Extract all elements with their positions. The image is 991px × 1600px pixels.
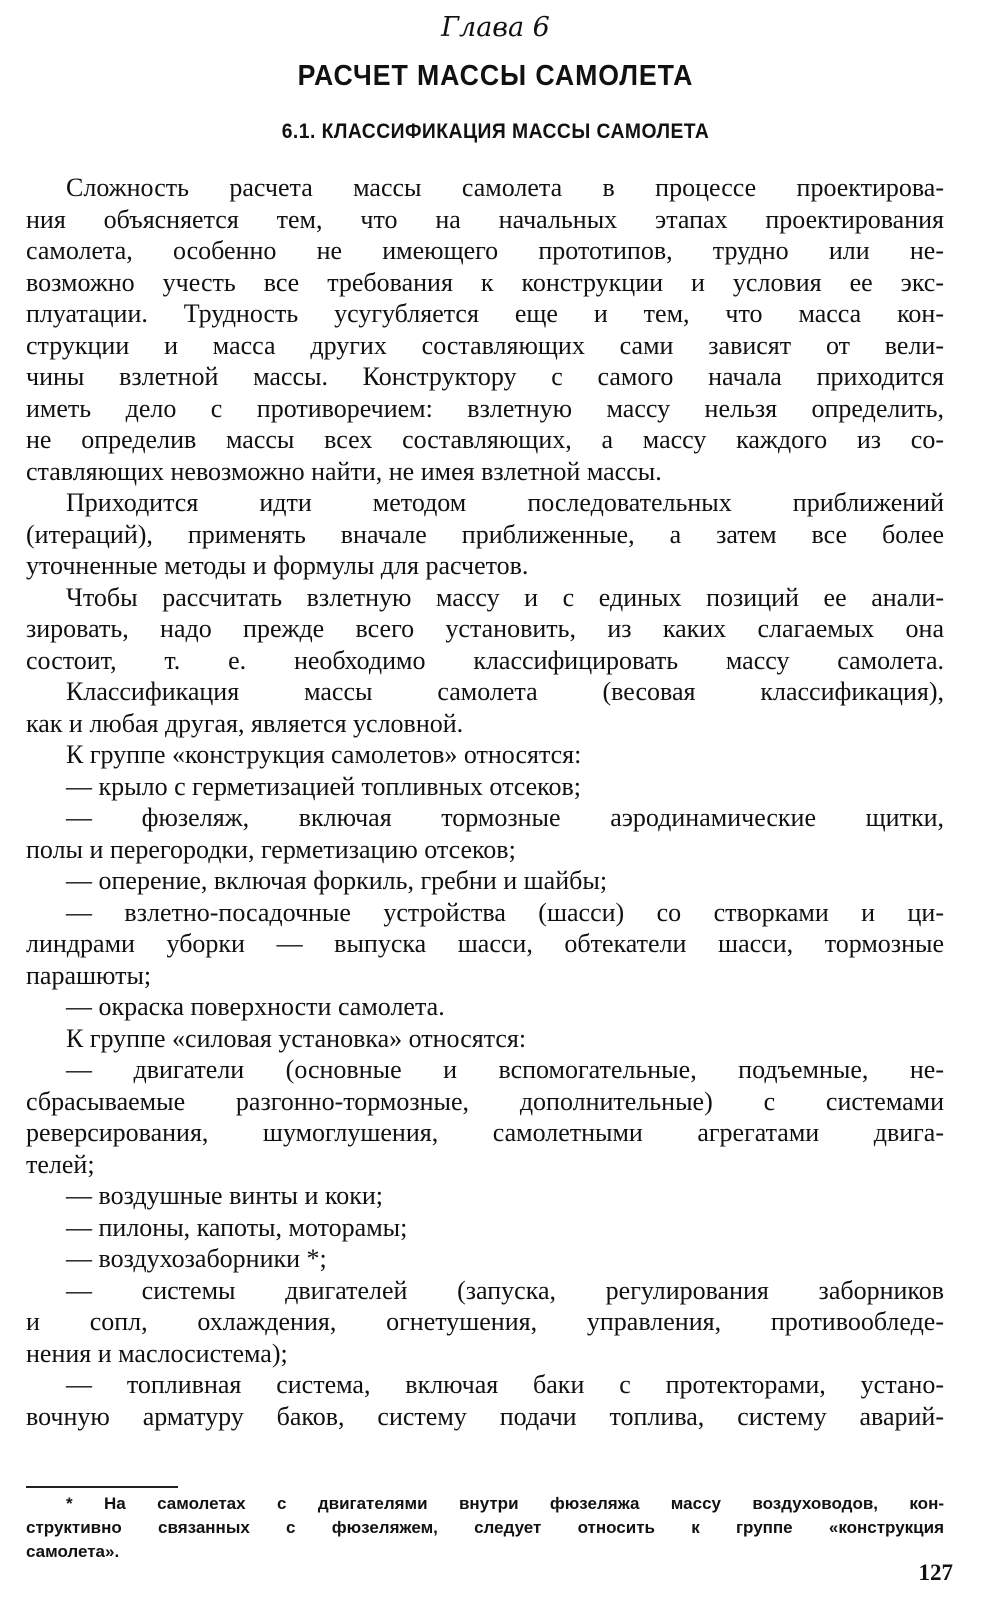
list-item-line: вочную арматуру баков, систему подачи топлива, систему аварий- [26,1401,944,1431]
list-item-line: — фюзеляж, включая тормозные аэродинамические щитки, [66,803,944,832]
list-item-line: реверсирования, шумоглушения, самолетными агрегатами двига- [26,1118,944,1147]
list-item-line: — двигатели (основные и вспомогательные, подъемные, не- [66,1055,944,1084]
list-item-line: — оперение, включая форкиль, гребни и шайбы; [66,866,608,895]
list-item-line: — окраска поверхности самолета. [66,992,445,1021]
paragraph-line: самолета, особенно не имеющего прототипов, трудно или не- [26,236,944,265]
paragraph-line: чины взлетной массы. Конструктору с самого начала приходится [26,362,944,391]
paragraph-line: (итераций), применять вначале приближенные, а затем все более [26,519,944,549]
section-title: 6.1. КЛАССИФИКАЦИЯ МАССЫ САМОЛЕТА [281,120,710,143]
list-item-line: — топливная система, включая баки с протекторами, устано- [66,1370,944,1399]
paragraph-line: Сложность расчета массы самолета в процессе проектирова- [66,173,944,202]
footnote-line: * На самолетах с двигателями внутри фюзеляжа массу воздуховодов, кон- [66,1494,944,1513]
paragraph-line: струкции и масса других составляющих сами зависят от вели- [26,330,944,360]
paragraph-line: не определив массы всех составляющих, а массу каждого из со- [26,425,944,454]
footnote-divider [26,1486,178,1488]
paragraph-line: состоит, т. е. необходимо классифицировать массу самолета. [26,645,944,675]
paragraph-line: К группе «силовая установка» относятся: [66,1023,527,1053]
list-item-line: полы и перегородки, герметизацию отсеков; [26,834,516,864]
list-item-line: — системы двигателей (запуска, регулирования заборников [66,1275,944,1305]
list-item-line: нения и маслосистема); [26,1338,288,1368]
list-item-line: парашюты; [26,960,152,990]
paragraph-line: Классификация массы самолета (весовая классификация), [66,677,944,706]
paragraph-line: плуатации. Трудность усугубляется еще и тем, что масса кон- [26,299,944,328]
list-item-line: телей; [26,1149,95,1179]
page-number: 127 [918,1560,953,1585]
list-item-line: — воздухозаборники *; [66,1244,327,1273]
paragraph-line: К группе «конструкция самолетов» относятся: [66,740,582,769]
list-item-line: — пилоны, капоты, моторамы; [66,1212,408,1242]
chapter-title: РАСЧЕТ МАССЫ САМОЛЕТА [297,60,694,92]
paragraph-line: ставляющих невозможно найти, не имея взлетной массы. [26,456,662,486]
footnote-line: самолета». [26,1542,120,1561]
footnote-line: структивно связанных с фюзеляжем, следует относить к группе «конструкция [26,1518,944,1537]
body-text [26,172,944,1432]
paragraph-line: как и любая другая, является условной. [26,708,464,738]
paragraph-line: ния объясняется тем, что на начальных этапах проектирования [26,204,944,234]
list-item-line: — крыло с герметизацией топливных отсеков; [66,771,581,801]
paragraph-line: иметь дело с противоречием: взлетную массу нельзя определить, [26,393,944,423]
chapter-label: Глава 6 [441,12,550,43]
paragraph-line: возможно учесть все требования к конструкции и условия ее экс- [26,267,944,297]
footnote [26,1492,944,1564]
list-item-line: сбрасываемые разгонно-тормозные, дополнительные) с системами [26,1086,944,1116]
paragraph-line: зировать, надо прежде всего установить, из каких слагаемых она [26,614,944,643]
list-item-line: линдрами уборки — выпуска шасси, обтекатели шасси, тормозные [26,929,944,958]
paragraph-line: Приходится идти методом последовательных приближений [66,488,944,517]
list-item-line: — воздушные винты и коки; [66,1181,384,1210]
paragraph-line: Чтобы рассчитать взлетную массу и с единых позиций ее анали- [66,582,944,612]
list-item-line: — взлетно-посадочные устройства (шасси) со створками и ци- [66,897,944,927]
list-item-line: и сопл, охлаждения, огнетушения, управления, противообледе- [26,1307,944,1336]
paragraph-line: уточненные методы и формулы для расчетов. [26,551,529,580]
